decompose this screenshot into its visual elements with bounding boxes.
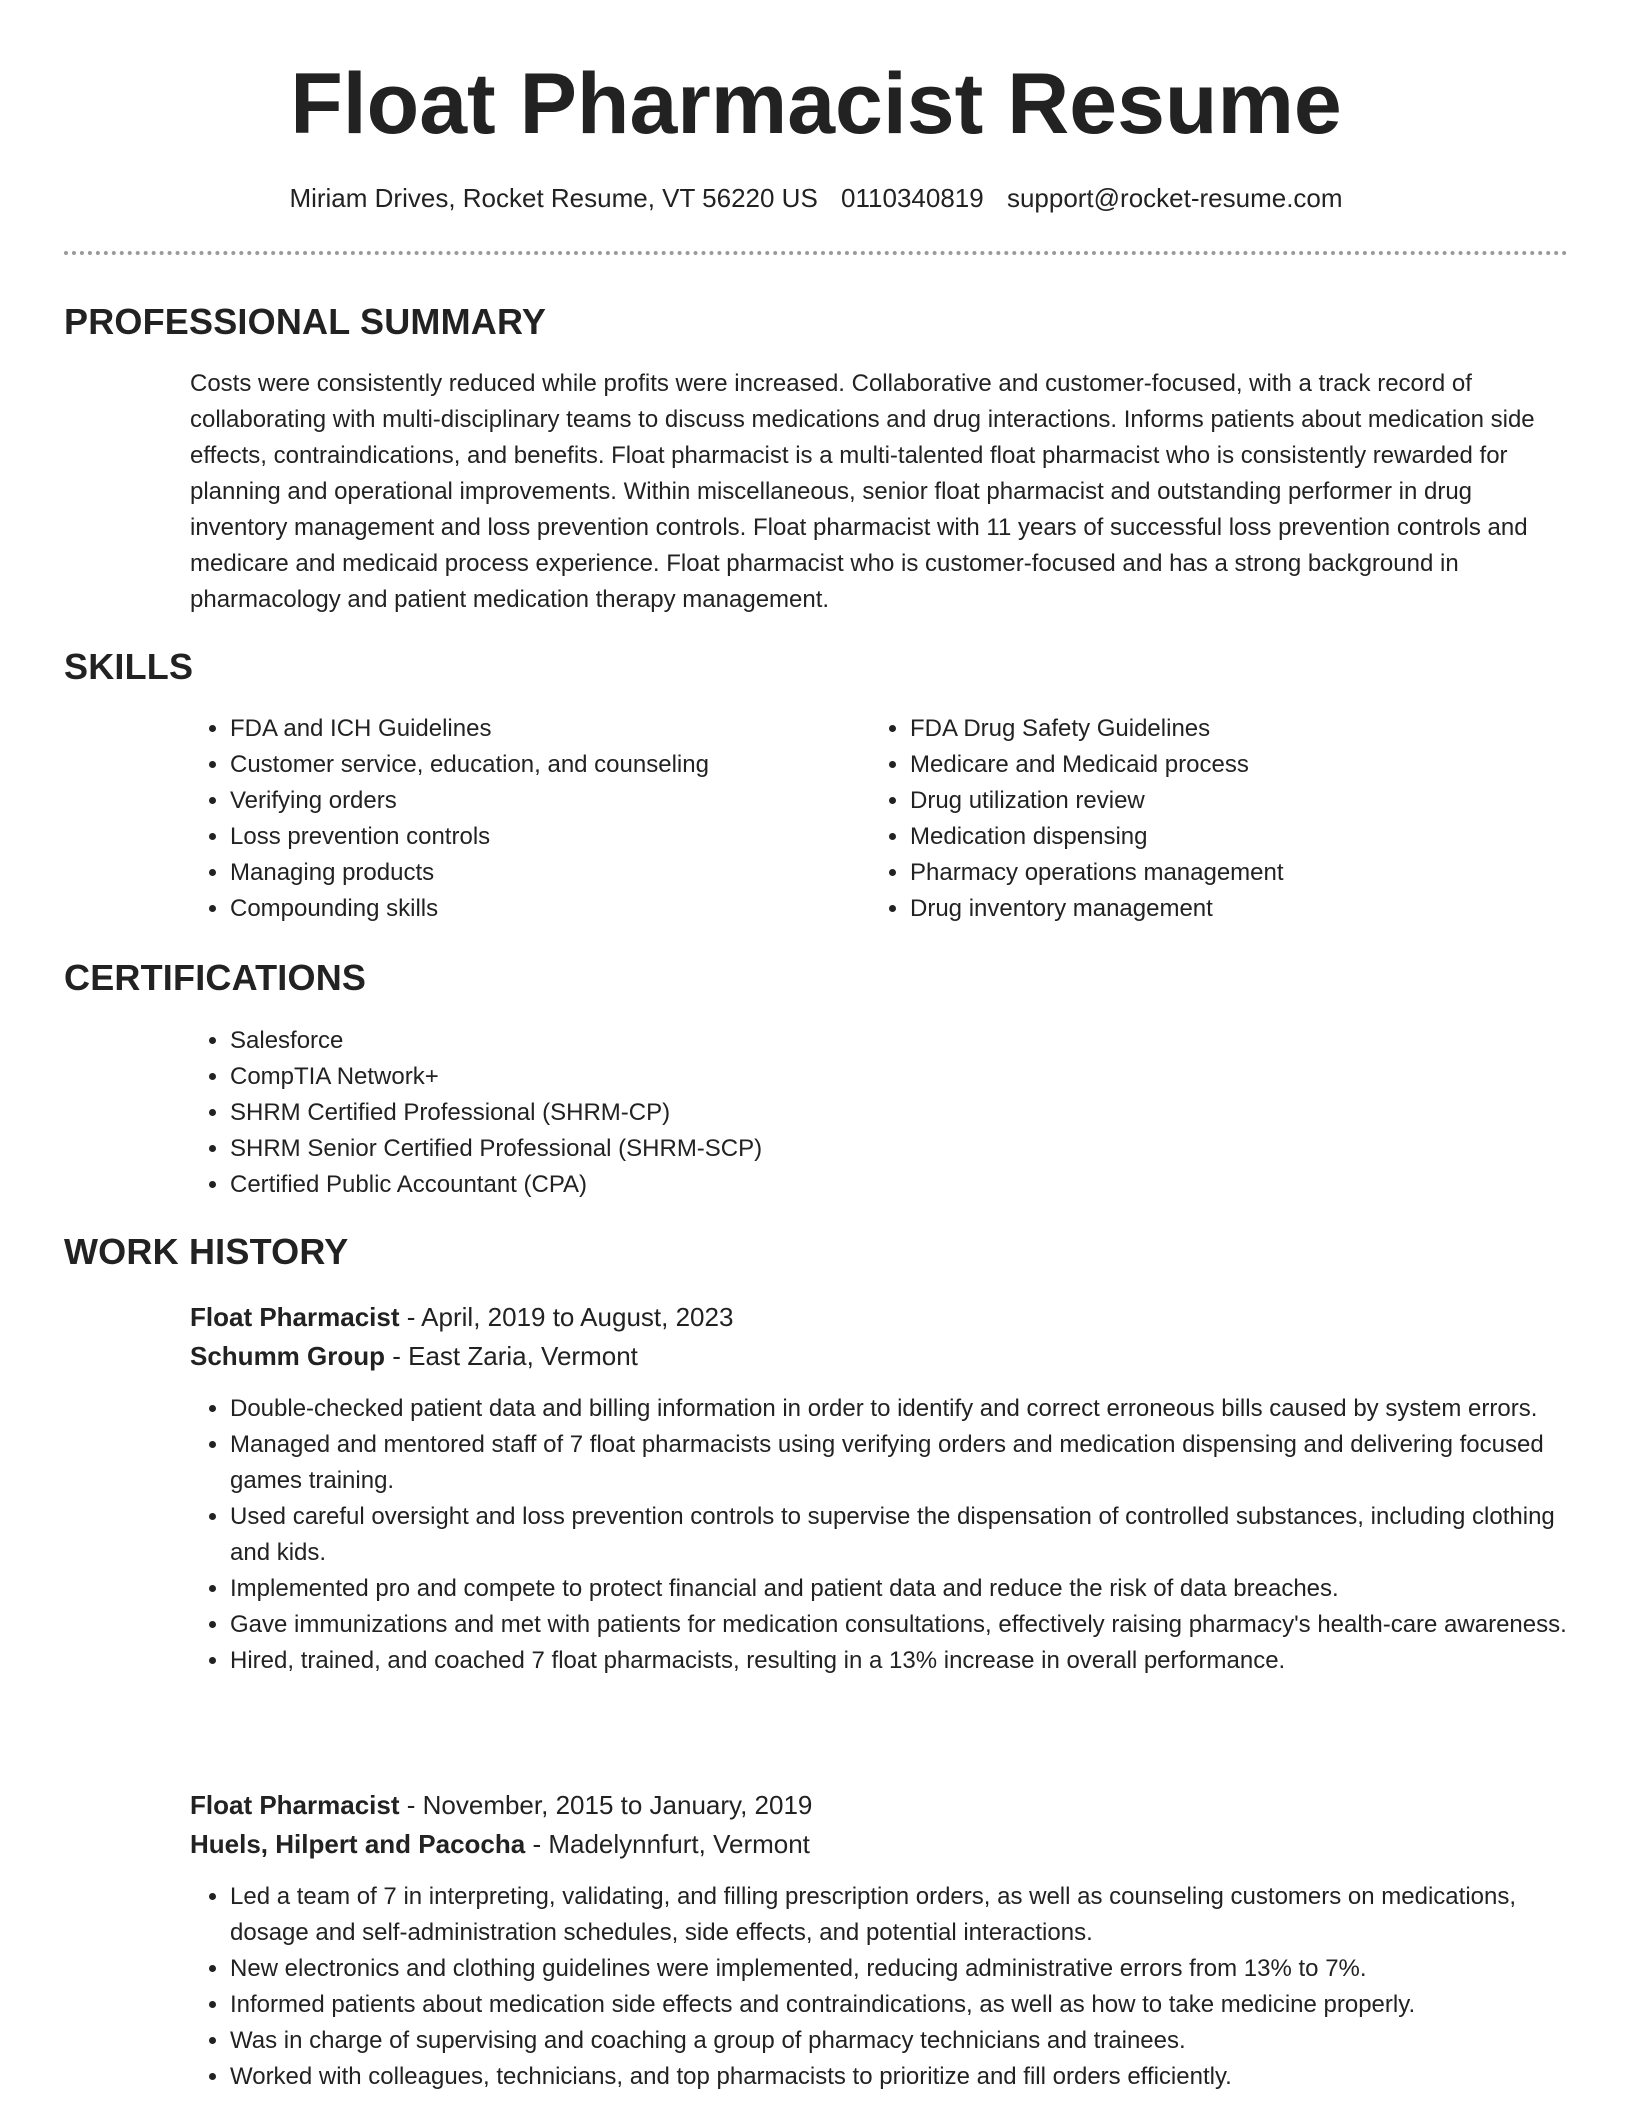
job-title-line — [190, 1298, 733, 1336]
list-item: • SHRM Certified Professional (SHRM-CP) — [230, 1095, 1530, 1131]
job-role: Float Pharmacist — [190, 1302, 400, 1332]
header-divider — [64, 251, 1568, 255]
skills-list-left — [186, 711, 850, 927]
list-item: • Used careful oversight and loss prevention controls to supervise the dispensation of controlled substances, including clothing and kids. — [230, 1499, 1574, 1571]
list-item: • CompTIA Network+ — [230, 1059, 1530, 1095]
list-item: • FDA and ICH Guidelines — [230, 711, 850, 747]
list-item: • Double-checked patient data and billing information in order to identify and correct erroneous bills caused by system errors. — [230, 1391, 1574, 1427]
list-item: • Drug inventory management — [910, 891, 1590, 927]
job-company: Huels, Hilpert and Pacocha — [190, 1829, 526, 1859]
resume-title: Float Pharmacist Resume — [290, 56, 1342, 152]
list-item: • FDA Drug Safety Guidelines — [910, 711, 1590, 747]
list-item: • Customer service, education, and counseling — [230, 747, 850, 783]
job-title-line — [190, 1786, 812, 1824]
job-bullets — [186, 1391, 1574, 1679]
list-item: • Pharmacy operations management — [910, 855, 1590, 891]
list-item: • Verifying orders — [230, 783, 850, 819]
list-item: • Loss prevention controls — [230, 819, 850, 855]
skills-list-right — [866, 711, 1590, 927]
job-location: - Madelynnfurt, Vermont — [525, 1829, 810, 1859]
job-location: - East Zaria, Vermont — [385, 1341, 638, 1371]
skills-heading: SKILLS — [64, 646, 194, 687]
list-item: • Compounding skills — [230, 891, 850, 927]
list-item: • Led a team of 7 in interpreting, validating, and filling prescription orders, as well as counseling customers on medications, dosage and self-administration schedules, side effects, and potential interactions. — [230, 1879, 1574, 1951]
list-item: • Hired, trained, and coached 7 float pharmacists, resulting in a 13% increase in overall performance. — [230, 1643, 1574, 1679]
list-item: • Informed patients about medication side effects and contraindications, as well as how to take medicine properly. — [230, 1987, 1574, 2023]
certifications-list — [186, 1023, 1530, 1203]
list-item: • Certified Public Accountant (CPA) — [230, 1167, 1530, 1203]
job-company-line — [190, 1825, 810, 1863]
list-item: • Managed and mentored staff of 7 float pharmacists using verifying orders and medication dispensing and delivering focused games training. — [230, 1427, 1574, 1499]
list-item: • SHRM Senior Certified Professional (SHRM-SCP) — [230, 1131, 1530, 1167]
summary-heading: PROFESSIONAL SUMMARY — [64, 301, 547, 342]
job-company-line — [190, 1337, 638, 1375]
contact-phone: 0110340819 — [841, 183, 984, 213]
job-role: Float Pharmacist — [190, 1790, 400, 1820]
list-item: • Salesforce — [230, 1023, 1530, 1059]
job-dates: - November, 2015 to January, 2019 — [399, 1790, 813, 1820]
contact-line — [0, 181, 1632, 215]
list-item: • Drug utilization review — [910, 783, 1590, 819]
contact-email: support@rocket-resume.com — [1006, 183, 1343, 213]
job-bullets — [186, 1879, 1574, 2095]
list-item: • Managing products — [230, 855, 850, 891]
summary-text: Costs were consistently reduced while profits were increased. Collaborative and customer-focused, with a track record of collaborating with multi-disciplinary teams to discuss medications and drug interactions. Informs patients about medication side effects, contraindications, and benefits. Float pharmacist is a multi-talented float pharmacist who is consistently rewarded for planning and operational improvements. Within miscellaneous, senior float pharmacist and outstanding performer in drug inventory management and loss prevention controls. Float pharmacist with 11 years of successful loss prevention controls and medicare and medicaid process experience. Float pharmacist who is customer-focused and has a strong background in pharmacology and patient medication therapy management. — [190, 370, 1535, 613]
job-company: Schumm Group — [190, 1341, 386, 1371]
list-item: • Implemented pro and compete to protect financial and patient data and reduce the risk of data breaches. — [230, 1571, 1574, 1607]
list-item: • Medicare and Medicaid process — [910, 747, 1590, 783]
list-item: • New electronics and clothing guidelines were implemented, reducing administrative errors from 13% to 7%. — [230, 1951, 1574, 1987]
work-history-heading: WORK HISTORY — [64, 1231, 349, 1272]
job-dates: - April, 2019 to August, 2023 — [399, 1302, 734, 1332]
list-item: • Worked with colleagues, technicians, and top pharmacists to prioritize and fill orders efficiently. — [230, 2059, 1574, 2095]
list-item: • Was in charge of supervising and coaching a group of pharmacy technicians and trainees. — [230, 2023, 1574, 2059]
contact-address: Miriam Drives, Rocket Resume, VT 56220 US — [289, 183, 818, 213]
list-item: • Medication dispensing — [910, 819, 1590, 855]
list-item: • Gave immunizations and met with patients for medication consultations, effectively raising pharmacy's health-care awareness. — [230, 1607, 1574, 1643]
certifications-heading: CERTIFICATIONS — [64, 957, 367, 998]
